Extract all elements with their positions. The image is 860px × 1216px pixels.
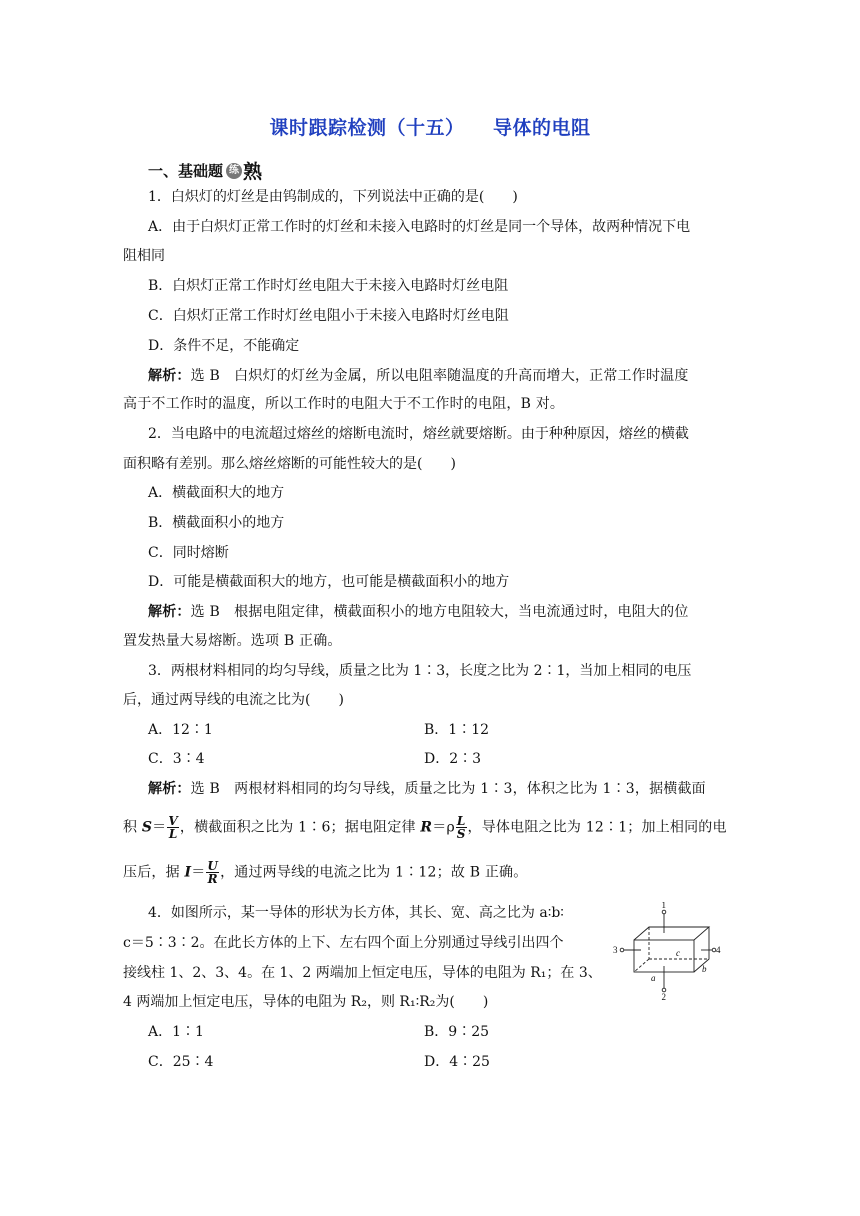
badge-circle: 练 — [226, 163, 242, 179]
q3-option-d: D．2∶3 — [424, 751, 482, 767]
q1-option-a-line1: A．由于白炽灯正常工作时的灯丝和未接入电路时的灯丝是同一个导体，故两种情况下电 — [148, 219, 691, 235]
fraction-l-over-s — [456, 815, 467, 840]
page-title: 课时跟踪检测（十五） 导体的电阻 — [269, 117, 591, 139]
terminal-label-2: 2 — [661, 992, 666, 1002]
q4-stem-line2: c＝5∶3∶2。在此长方体的上下、左右四个面上分别通过导线引出四个 — [123, 935, 564, 951]
q1-option-a-line2: 阻相同 — [123, 248, 165, 264]
numerator: U — [207, 859, 219, 873]
q2-option-b: B．横截面积小的地方 — [148, 515, 285, 531]
q3-stem-line2: 后，通过两导线的电流之比为( ) — [123, 692, 344, 708]
q2-stem-line2: 面积略有差别。那么熔丝熔断的可能性较大的是( ) — [123, 456, 456, 472]
q2-analysis-line1 — [148, 602, 689, 622]
text-segment: 压后，据 — [123, 864, 185, 881]
text-segment: ，导体电阻之比为 12∶1；加上相同的电 — [467, 819, 727, 836]
analysis-text: 选 B 白炽灯的灯丝为金属，所以电阻率随温度的升高而增大，正常工作时温度 — [190, 368, 689, 384]
denominator: S — [456, 827, 466, 841]
q4-stem-line3: 接线柱 1、2、3、4。在 1、2 两端加上恒定电压，导体的电阻为 R₁；在 3、 — [123, 965, 602, 981]
terminal-label-1: 1 — [661, 902, 666, 910]
var-r: R — [420, 819, 433, 836]
section-badge — [226, 157, 262, 184]
q4-option-a: A．1∶1 — [148, 1024, 204, 1040]
q3-stem-line1: 3．两根材料相同的均匀导线，质量之比为 1∶3，长度之比为 2∶1，当加上相同的电压 — [148, 663, 692, 679]
text-segment: ，横截面积之比为 1∶6；据电阻定律 — [179, 819, 421, 836]
q3-option-a: A．12∶1 — [148, 722, 213, 738]
q2-option-a: A．横截面积大的地方 — [148, 485, 285, 501]
q1-option-c: C．白炽灯正常工作时灯丝电阻小于未接入电路时灯丝电阻 — [148, 308, 509, 324]
equals-sign: ＝ — [191, 864, 206, 881]
edge-label-b: b — [702, 964, 707, 974]
q3-analysis-line3 — [123, 860, 527, 885]
numerator: L — [456, 814, 466, 828]
var-s: S — [141, 819, 153, 836]
q1-analysis-line2: 高于不工作时的温度，所以工作时的电阻大于不工作时的电阻，B 对。 — [123, 396, 565, 412]
q2-option-c: C．同时熔断 — [148, 545, 229, 561]
text-segment: 积 — [123, 819, 142, 836]
analysis-text: 选 B 根据电阻定律，横截面积小的地方电阻较大，当电流通过时，电阻大的位 — [190, 604, 689, 620]
q1-option-b: B．白炽灯正常工作时灯丝电阻大于未接入电路时灯丝电阻 — [148, 278, 509, 294]
q3-option-c: C．3∶4 — [148, 751, 205, 767]
analysis-label: 解析： — [148, 781, 191, 797]
fraction-u-over-r — [206, 860, 219, 885]
terminal-3 — [620, 948, 624, 952]
terminal-label-3: 3 — [613, 945, 618, 955]
edge-label-c: c — [676, 948, 680, 958]
numerator: V — [168, 814, 178, 828]
q2-stem-line1: 2．当电路中的电流超过熔丝的熔断电流时，熔丝就要熔断。由于种种原因，熔丝的横截 — [148, 426, 689, 442]
denominator: L — [168, 827, 178, 841]
hidden-edge — [634, 959, 649, 972]
q4-stem-line1: 4．如图所示，某一导体的形状为长方体，其长、宽、高之比为 a∶b∶ — [148, 905, 564, 921]
section-heading — [148, 157, 262, 184]
q3-analysis-line1 — [148, 779, 706, 799]
q2-analysis-line2: 置发热量大易熔断。选项 B 正确。 — [123, 633, 342, 649]
q4-option-b: B．9∶25 — [424, 1024, 490, 1040]
badge-char: 熟 — [243, 161, 263, 183]
edge-label-a: a — [651, 973, 656, 983]
q3-option-b: B．1∶12 — [424, 722, 490, 738]
section-label: 一、基础题 — [148, 162, 224, 180]
q1-analysis-line1 — [148, 366, 689, 386]
q1-stem: 1．白炽灯的灯丝是由钨制成的，下列说法中正确的是( ) — [148, 189, 518, 205]
analysis-label: 解析： — [148, 368, 191, 384]
analysis-label: 解析： — [148, 604, 191, 620]
cuboid-top-face — [634, 927, 709, 940]
var-i: I — [184, 864, 192, 881]
terminal-label-4: 4 — [716, 945, 721, 955]
q3-analysis-line2 — [123, 815, 727, 840]
equals-rho: ＝ρ — [432, 819, 455, 836]
q1-option-d: D．条件不足，不能确定 — [148, 338, 300, 354]
q4-stem-line4: 4 两端加上恒定电压，导体的电阻为 R₂，则 R₁∶R₂为( ) — [123, 994, 489, 1010]
q2-option-d: D．可能是横截面积大的地方，也可能是横截面积小的地方 — [148, 574, 510, 590]
q4-option-c: C．25∶4 — [148, 1054, 214, 1070]
q4-option-d: D．4∶25 — [424, 1054, 490, 1070]
fraction-v-over-l — [167, 815, 179, 840]
cuboid-figure — [612, 902, 722, 1002]
analysis-text: 选 B 两根材料相同的均匀导线，质量之比为 1∶3，体积之比为 1∶3，据横截面 — [190, 781, 706, 797]
equals-sign: ＝ — [152, 819, 167, 836]
denominator: R — [207, 872, 218, 886]
text-segment: ，通过两导线的电流之比为 1∶12；故 B 正确。 — [220, 864, 528, 881]
terminal-1 — [662, 910, 666, 914]
